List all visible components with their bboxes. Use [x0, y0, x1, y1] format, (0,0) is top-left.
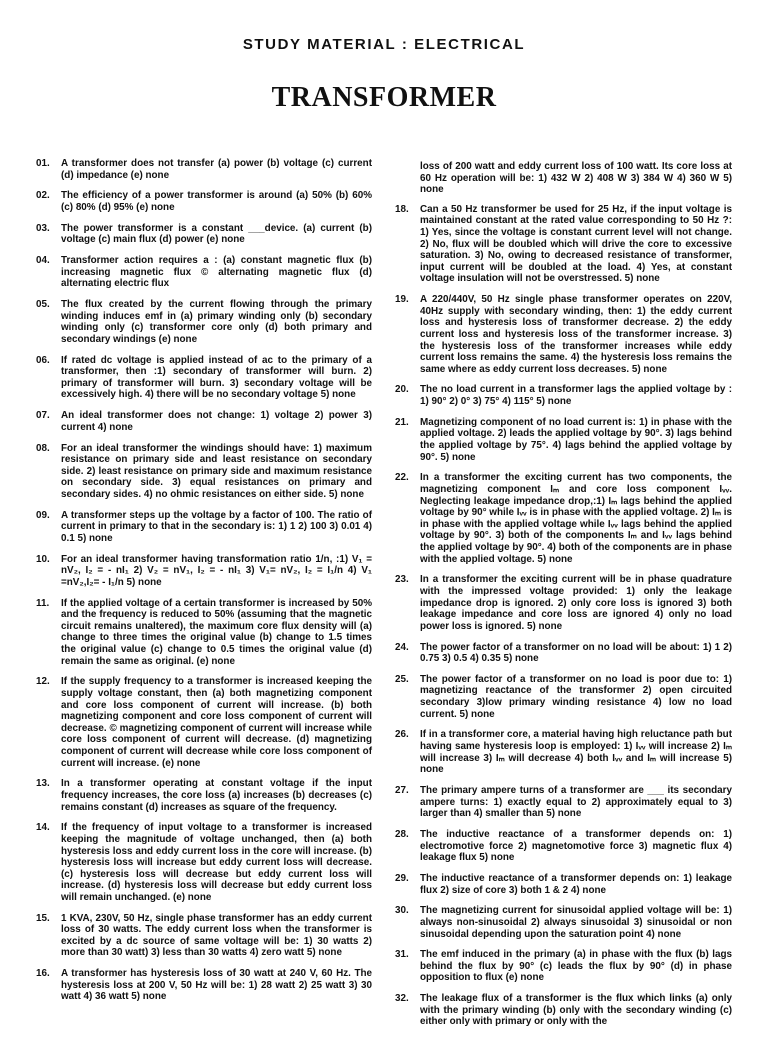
- question-text: If the applied voltage of a certain transformer is increased by 50% and the frequency is reduced to 50% (assuming that the magnetic circuit remains unaltered), the maximum core flux density will (a) change to three times the original value (b) change to 1.5 times the original value (c) change to 0.5 times the original value (d) remain the same as original. (e) none: [61, 597, 372, 667]
- question-text: The efficiency of a power transformer is around (a) 50% (b) 60% (c) 80% (d) 95% (e) none: [61, 190, 372, 213]
- question-number: 23.: [395, 574, 409, 586]
- question-text: In a transformer operating at constant voltage if the input frequency increases, the core loss (a) increases (b) decreases (c) remains constant (d) increases as square of the frequency.: [61, 778, 372, 813]
- question-text: The power factor of a transformer on no load is poor due to: 1) magnetizing reactance of the transformer 2) open circuited secondary 3)low primary winding resistance 4) low no load current. 5) none: [420, 673, 732, 720]
- question-text: For an ideal transformer the windings should have: 1) maximum resistance on primary side and least resistance on secondary side. 2) least resistance on primary side and maximum resistance on secondary side. 3) equal resistances on primary and secondary sides. 4) no ohmic resistances on either side. 5) none: [61, 442, 372, 500]
- question-text: A transformer does not transfer (a) power (b) voltage (c) current (d) impedance (e) none: [61, 158, 372, 181]
- question-text: A transformer has hysteresis loss of 30 watt at 240 V, 60 Hz. The hysteresis loss at 200 V, 50 Hz will be: 1) 28 watt 2) 25 watt 3) 30 watt 4) 36 watt 5) none: [61, 968, 372, 1003]
- question-item: [36, 355, 372, 401]
- question-item: [395, 642, 732, 665]
- question-number: 18.: [395, 203, 409, 215]
- question-item: [36, 443, 372, 501]
- question-item: [36, 255, 372, 290]
- question-number: 24.: [395, 641, 409, 653]
- question-item: [36, 778, 372, 813]
- question-number: 16.: [36, 968, 50, 980]
- question-item: [36, 299, 372, 345]
- question-item: [36, 554, 372, 589]
- question-text: The leakage flux of a transformer is the flux which links (a) only with the primary winding (b) only with the secondary winding (c) either only with primary or only with the: [420, 993, 732, 1028]
- question-item: [395, 905, 732, 940]
- question-item: [395, 829, 732, 864]
- question-number: 08.: [36, 442, 50, 454]
- question-text: For an ideal transformer having transformation ratio 1/n, :1) V₁ = nV₂, I₂ = - nI₁ 2) V₂ = nV₁, I₂ = - nI₁ 3) V₁= nV₂, I₂ = I₁/n 4) V₁ =nV₂,I₂= - I₁/n 5) none: [61, 553, 372, 588]
- question-number: 09.: [36, 509, 50, 521]
- question-item: [36, 410, 372, 433]
- question-item: [36, 968, 372, 1003]
- question-number: 28.: [395, 828, 409, 840]
- question-item: [395, 417, 732, 463]
- left-column: [36, 158, 372, 1012]
- question-text: The no load current in a transformer lags the applied voltage by : 1) 90° 2) 0° 3) 75° 4) 115° 5) none: [420, 384, 732, 408]
- question-text: A transformer steps up the voltage by a factor of 100. The ratio of current in primary to that in the secondary is: 1) 1 2) 100 3) 0.01 4) 0.1 5) none: [61, 509, 372, 544]
- question-text: The power transformer is a constant ___device. (a) current (b) voltage (c) main flux (d) power (e) none: [61, 222, 372, 246]
- question-number: 13.: [36, 778, 50, 790]
- question-text: Transformer action requires a : (a) constant magnetic flux (b) increasing magnetic flux © alternating magnetic flux (d) alternating electric flux: [61, 255, 372, 290]
- question-item: [36, 510, 372, 545]
- question-item: [36, 676, 372, 769]
- question-text: The emf induced in the primary (a) in phase with the flux (b) lags behind the flux by 90° (c) leads the flux by 90° (d) in phase opposition to flux (e) none: [420, 949, 732, 984]
- question-text: The inductive reactance of a transformer depends on: 1) electromotive force 2) magnetomotive force 3) magnetic flux 4) leakage flux 5) none: [420, 828, 732, 864]
- question-number: 21.: [395, 416, 409, 428]
- question-number: 20.: [395, 384, 409, 396]
- question-number: 19.: [395, 294, 409, 306]
- study-material-header: STUDY MATERIAL : ELECTRICAL: [242, 36, 526, 53]
- question-item: [395, 873, 732, 896]
- question-number: 22.: [395, 472, 409, 484]
- question-17-continuation: loss of 200 watt and eddy current loss of 100 watt. Its core loss at 60 Hz operation will be: 1) 432 W 2) 408 W 3) 384 W 4) 360 W 5) none: [420, 161, 732, 196]
- question-item: [395, 949, 732, 984]
- question-item: [395, 993, 732, 1028]
- question-number: 15.: [36, 912, 50, 924]
- question-item: [36, 190, 372, 213]
- question-item: [395, 204, 732, 285]
- question-item: [36, 822, 372, 903]
- question-number: 07.: [36, 410, 50, 422]
- question-number: 25.: [395, 673, 409, 685]
- question-item: [36, 913, 372, 959]
- question-number: 10.: [36, 553, 50, 565]
- right-column: [395, 161, 732, 1037]
- document-title: TRANSFORMER: [271, 82, 497, 113]
- question-number: 30.: [395, 905, 409, 917]
- question-text: Can a 50 Hz transformer be used for 25 Hz, if the input voltage is maintained constant at the rated value corresponding to 50 Hz ?: 1) Yes, since the voltage is constant current level will not change. 2) No, flux will be doubled which will drive the core to excessive saturation. 3) No, owing to decreased resistance of transformer, input current will be doubled at the load. 4) Yes, at constant voltage insulation will not be overstressed. 5) none: [420, 203, 732, 285]
- question-item: [395, 384, 732, 407]
- question-number: 01.: [36, 158, 50, 169]
- question-text: A 220/440V, 50 Hz single phase transformer operates on 220V, 40Hz supply with secondary winding, then: 1) the eddy current loss and hysteresis loss of transformer decrease. 2) the eddy current loss and hysteresis loss of the transformer increase. 3) the hysteresis loss of the transformer increases while eddy current loss remains the same. 4) the hysteresis loss remains the same where as eddy current loss decreases. 5) none: [420, 294, 732, 375]
- question-number: 14.: [36, 822, 50, 834]
- question-number: 32.: [395, 993, 409, 1005]
- question-number: 02.: [36, 190, 50, 202]
- question-number: 26.: [395, 729, 409, 741]
- question-text: If rated dc voltage is applied instead of ac to the primary of a transformer, then :1) secondary of transformer will burn. 2) primary of transformer will burn. 3) secondary voltage will be excessively high. 4) there will be no secondary voltage 5) none: [61, 354, 372, 401]
- question-number: 03.: [36, 222, 50, 234]
- question-number: 05.: [36, 299, 50, 311]
- question-item: [395, 574, 732, 632]
- question-number: 29.: [395, 872, 409, 884]
- question-text: In a transformer the exciting current has two components, the magnetizing component Iₘ and core loss component Iᵥᵥ. Neglecting leakage impedance drop,:1) Iₘ lags behind the applied voltage by 90° while Iᵥᵥ is in phase with the applied voltage. 2) Iₘ is in phase with the applied voltage while Iᵥᵥ lags behind the applied voltage by 90°. 3) both of the components Iₘ and Iᵥᵥ lags behind the applied voltage by 90°. 4) both of the components are in phase with the applied voltage. 5) none: [420, 472, 732, 565]
- question-text: 1 KVA, 230V, 50 Hz, single phase transformer has an eddy current loss of 30 watts. The eddy current loss when the transformer is excited by a dc source of same voltage will be: 1) 30 watts 2) more than 30 watt) 3) less than 30 watts 4) zero watt 5) none: [61, 912, 372, 959]
- question-number: 31.: [395, 949, 409, 961]
- question-text: If the supply frequency to a transformer is increased keeping the supply voltage constant, then (a) both magnetizing component and core loss component of current will increase. (b) both magnetizing component and core loss component of current will decrease. © magnetizing component of current will increase while core loss component of current will decrease. (d) magnetizing component of current will decrease while core loss component of current will increase. (e) none: [61, 676, 372, 769]
- question-number: 11.: [36, 597, 50, 609]
- question-text: The flux created by the current flowing through the primary winding induces emf in (a) primary winding only (b) secondary winding only (c) transformer core only (d) both primary and secondary windings (e) none: [61, 299, 372, 345]
- question-item: [395, 674, 732, 720]
- question-text: The inductive reactance of a transformer depends on: 1) leakage flux 2) size of core 3) both 1 & 2 4) none: [420, 872, 732, 896]
- question-number: 06.: [36, 354, 50, 366]
- question-text: If in a transformer core, a material having high reluctance path but having same hysteresis loop is employed: 1) Iᵥᵥ will increase 2) Iₘ will increase 3) Iₘ will decrease 4) both Iᵥᵥ and Iₘ will increase 5) none: [420, 729, 732, 776]
- question-text: Magnetizing component of no load current is: 1) in phase with the applied voltage. 2) leads the applied voltage by 90°. 3) lags behind the applied voltage by 75°. 4) lags behind the applied voltage by 90°. 5) none: [420, 416, 732, 463]
- question-number: 12.: [36, 676, 50, 688]
- question-item: [395, 294, 732, 375]
- question-item: [395, 729, 732, 775]
- question-text: An ideal transformer does not change: 1) voltage 2) power 3) current 4) none: [61, 410, 372, 433]
- question-item: [395, 472, 732, 565]
- question-text: The primary ampere turns of a transformer are ___ its secondary ampere turns: 1) exactly equal to 2) approximately equal to 3) larger than 4) smaller than 5) none: [420, 785, 732, 820]
- question-text: If the frequency of input voltage to a transformer is increased keeping the magnitude of voltage unchanged, then (a) both hysteresis loss and eddy current loss in the core will increase. (b) hysteresis loss will increase but eddy current loss will decrease. (c) hysteresis loss will decrease but eddy current loss will increase. (d) hysteresis loss will decrease but eddy current loss will remain unchanged. (e) none: [61, 822, 372, 903]
- question-item: [395, 785, 732, 820]
- question-item: [36, 223, 372, 246]
- question-text: The magnetizing current for sinusoidal applied voltage will be: 1) always non-sinusoidal 2) always sinusoidal 3) sinusoidal or non sinusoidal depending upon the saturation point 4) none: [420, 905, 732, 940]
- question-number: 27.: [395, 785, 409, 796]
- question-item: [36, 158, 372, 181]
- question-text: The power factor of a transformer on no load will be about: 1) 1 2) 0.75 3) 0.5 4) 0.35 5) none: [420, 641, 732, 665]
- question-number: 04.: [36, 255, 50, 267]
- question-item: [36, 598, 372, 668]
- question-text: In a transformer the exciting current will be in phase quadrature with the impressed voltage provided: 1) only the leakage impedance drop is ignored. 2) only core loss is ignored 3) both leakage impedance and core loss are ignored 4) only no load power loss is ignored. 5) none: [420, 574, 732, 632]
